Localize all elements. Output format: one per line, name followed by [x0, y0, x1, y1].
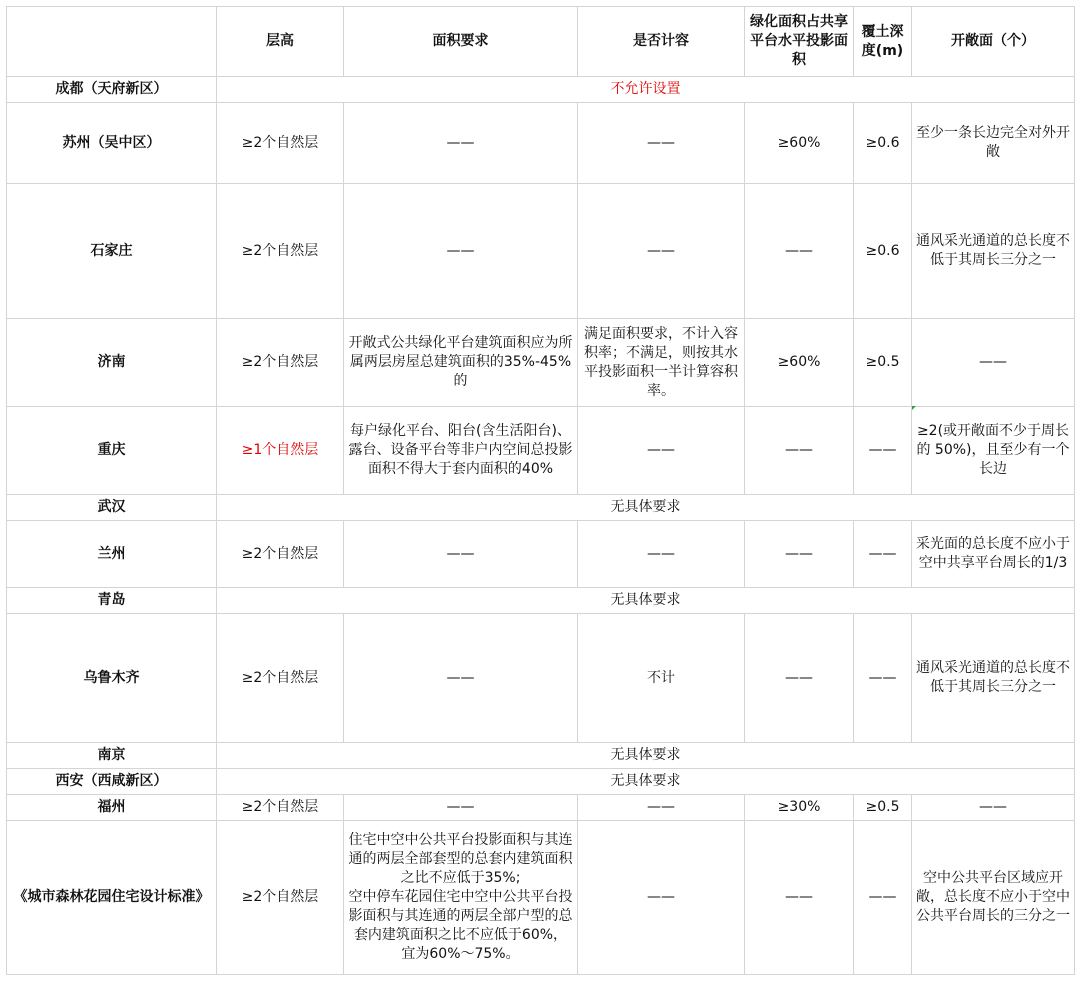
merged-note-cell: 不允许设置	[217, 77, 1075, 103]
header-area-requirement: 面积要求	[344, 7, 578, 77]
floor-height-cell: ≥2个自然层	[217, 614, 344, 743]
table-row	[7, 521, 1075, 588]
open-sides-cell: 通风采光通道的总长度不低于其周长三分之一	[912, 184, 1075, 319]
soil-depth-cell: ≥0.6	[854, 103, 912, 184]
soil-depth-cell: ≥0.5	[854, 795, 912, 821]
green-ratio-cell: ——	[745, 821, 854, 975]
far-counted-cell: ——	[578, 407, 745, 495]
regulation-table	[6, 6, 1075, 975]
area-requirement-cell: 开敞式公共绿化平台建筑面积应为所属两层房屋总建筑面积的35%-45%的	[344, 319, 578, 407]
city-cell: 兰州	[7, 521, 217, 588]
header-green-ratio: 绿化面积占共享平台水平投影面积	[745, 7, 854, 77]
area-requirement-cell: 每户绿化平台、阳台(含生活阳台)、露台、设备平台等非户内空间总投影面积不得大于套内面积的40%	[344, 407, 578, 495]
area-requirement-cell: ——	[344, 795, 578, 821]
header-open-sides: 开敞面（个）	[912, 7, 1075, 77]
table-row	[7, 407, 1075, 495]
city-cell: 苏州（吴中区）	[7, 103, 217, 184]
open-sides-cell: 至少一条长边完全对外开敞	[912, 103, 1075, 184]
floor-height-cell: ≥2个自然层	[217, 319, 344, 407]
soil-depth-cell: ≥0.5	[854, 319, 912, 407]
far-counted-cell: 满足面积要求，不计入容积率；不满足，则按其水平投影面积一半计算容积率。	[578, 319, 745, 407]
floor-height-cell: ≥2个自然层	[217, 184, 344, 319]
open-sides-cell: ——	[912, 319, 1075, 407]
table-row	[7, 614, 1075, 743]
soil-depth-cell: ——	[854, 821, 912, 975]
header-floor-height: 层高	[217, 7, 344, 77]
city-cell: 西安（西咸新区）	[7, 769, 217, 795]
header-soil-depth: 覆土深度(m)	[854, 7, 912, 77]
soil-depth-cell: ——	[854, 521, 912, 588]
area-requirement-cell: ——	[344, 103, 578, 184]
green-ratio-cell: ——	[745, 614, 854, 743]
city-cell: 武汉	[7, 495, 217, 521]
green-ratio-cell: ——	[745, 521, 854, 588]
city-cell: 南京	[7, 743, 217, 769]
far-counted-cell: ——	[578, 521, 745, 588]
table-row	[7, 769, 1075, 795]
area-requirement-cell: ——	[344, 521, 578, 588]
green-ratio-cell: ——	[745, 184, 854, 319]
floor-height-cell: ≥2个自然层	[217, 521, 344, 588]
floor-height-cell: ≥2个自然层	[217, 103, 344, 184]
area-requirement-cell: ——	[344, 614, 578, 743]
area-requirement-cell: 住宅中空中公共平台投影面积与其连通的两层全部套型的总套内建筑面积之比不应低于35%; 空中停车花园住宅中空中公共平台投影面积与其连通的两层全部户型的总套内建筑面积之比不应低于60%，宜为60%～75%。	[344, 821, 578, 975]
header-row	[7, 7, 1075, 77]
city-cell: 青岛	[7, 588, 217, 614]
soil-depth-cell: ≥0.6	[854, 184, 912, 319]
city-cell: 济南	[7, 319, 217, 407]
area-requirement-cell: ——	[344, 184, 578, 319]
open-sides-cell: 通风采光通道的总长度不低于其周长三分之一	[912, 614, 1075, 743]
table-row	[7, 184, 1075, 319]
header-far-counted: 是否计容	[578, 7, 745, 77]
far-counted-cell: ——	[578, 103, 745, 184]
green-ratio-cell: ≥30%	[745, 795, 854, 821]
soil-depth-cell: ——	[854, 614, 912, 743]
table-row	[7, 103, 1075, 184]
floor-height-cell: ≥1个自然层	[217, 407, 344, 495]
table-row	[7, 821, 1075, 975]
far-counted-cell: ——	[578, 821, 745, 975]
floor-height-cell: ≥2个自然层	[217, 821, 344, 975]
far-counted-cell: ——	[578, 795, 745, 821]
city-cell: 乌鲁木齐	[7, 614, 217, 743]
merged-note-cell: 无具体要求	[217, 743, 1075, 769]
open-sides-cell: 空中公共平台区域应开敞，总长度不应小于空中公共平台周长的三分之一	[912, 821, 1075, 975]
table-row	[7, 495, 1075, 521]
green-ratio-cell: ≥60%	[745, 319, 854, 407]
city-cell: 成都（天府新区）	[7, 77, 217, 103]
city-cell: 石家庄	[7, 184, 217, 319]
header-city	[7, 7, 217, 77]
open-sides-cell: ——	[912, 795, 1075, 821]
table-row	[7, 743, 1075, 769]
city-cell: 《城市森林花园住宅设计标准》	[7, 821, 217, 975]
open-sides-cell: ≥2(或开敞面不少于周长的 50%)，且至少有一个长边	[912, 407, 1075, 495]
table-row	[7, 588, 1075, 614]
green-ratio-cell: ≥60%	[745, 103, 854, 184]
table-row	[7, 319, 1075, 407]
merged-note-cell: 无具体要求	[217, 769, 1075, 795]
soil-depth-cell: ——	[854, 407, 912, 495]
open-sides-cell: 采光面的总长度不应小于空中共享平台周长的1/3	[912, 521, 1075, 588]
merged-note-cell: 无具体要求	[217, 495, 1075, 521]
merged-note-cell: 无具体要求	[217, 588, 1075, 614]
table-row	[7, 77, 1075, 103]
far-counted-cell: ——	[578, 184, 745, 319]
green-ratio-cell: ——	[745, 407, 854, 495]
city-cell: 福州	[7, 795, 217, 821]
city-cell: 重庆	[7, 407, 217, 495]
floor-height-cell: ≥2个自然层	[217, 795, 344, 821]
comment-marker-icon	[912, 406, 916, 410]
far-counted-cell: 不计	[578, 614, 745, 743]
table-row	[7, 795, 1075, 821]
